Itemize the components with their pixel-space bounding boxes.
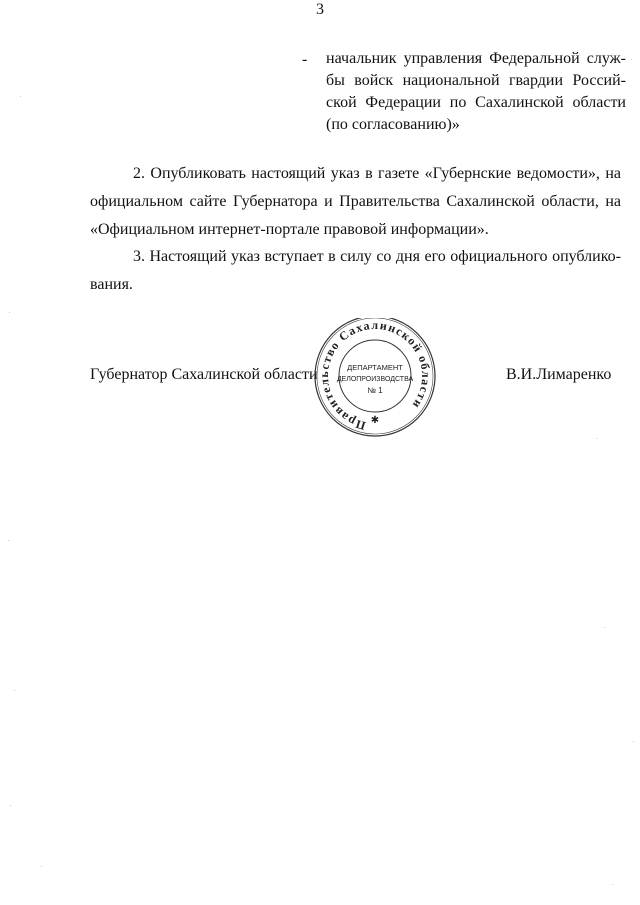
paragraph-effect	[90, 243, 621, 299]
seal-star-icon: ✱	[370, 415, 380, 426]
page-number: 3	[316, 1, 324, 18]
list-item-line: бы войск национальной гвардии Россий-	[326, 72, 626, 89]
paragraph-line: 2. Опубликовать настоящий указ в газете «Губернские ведомости», на	[133, 165, 621, 182]
seal-inner-line: ДЕЛОПРОИЗВОДСТВА	[336, 376, 414, 383]
paragraph-line: официальном сайте Губернатора и Правительства Сахалинской области, на	[90, 193, 621, 210]
signature-position: Губернатор Сахалинской области	[90, 366, 318, 383]
signature-name: В.И.Лимаренко	[506, 366, 612, 383]
seal-ring-text: Правительство Сахалинской области	[316, 318, 434, 433]
list-bullet: -	[302, 51, 308, 68]
paragraph-line: вания.	[90, 276, 133, 293]
paragraph-line: 3. Настоящий указ вступает в силу со дня его официального опублико-	[133, 248, 621, 265]
list-item-line: (по согласованию)»	[326, 116, 460, 133]
list-item-line: начальник управления Федеральной служ-	[326, 50, 626, 67]
seal-inner-line: ДЕПАРТАМЕНТ	[347, 363, 403, 372]
list-item-chief	[326, 48, 626, 136]
official-seal	[310, 318, 440, 438]
seal-inner-line: № 1	[367, 386, 383, 395]
paragraph-line: «Официальном интернет-портале правовой информации».	[90, 221, 489, 238]
list-item-line: ской Федерации по Сахалинской области	[326, 94, 626, 111]
paragraph-publish	[90, 160, 621, 244]
